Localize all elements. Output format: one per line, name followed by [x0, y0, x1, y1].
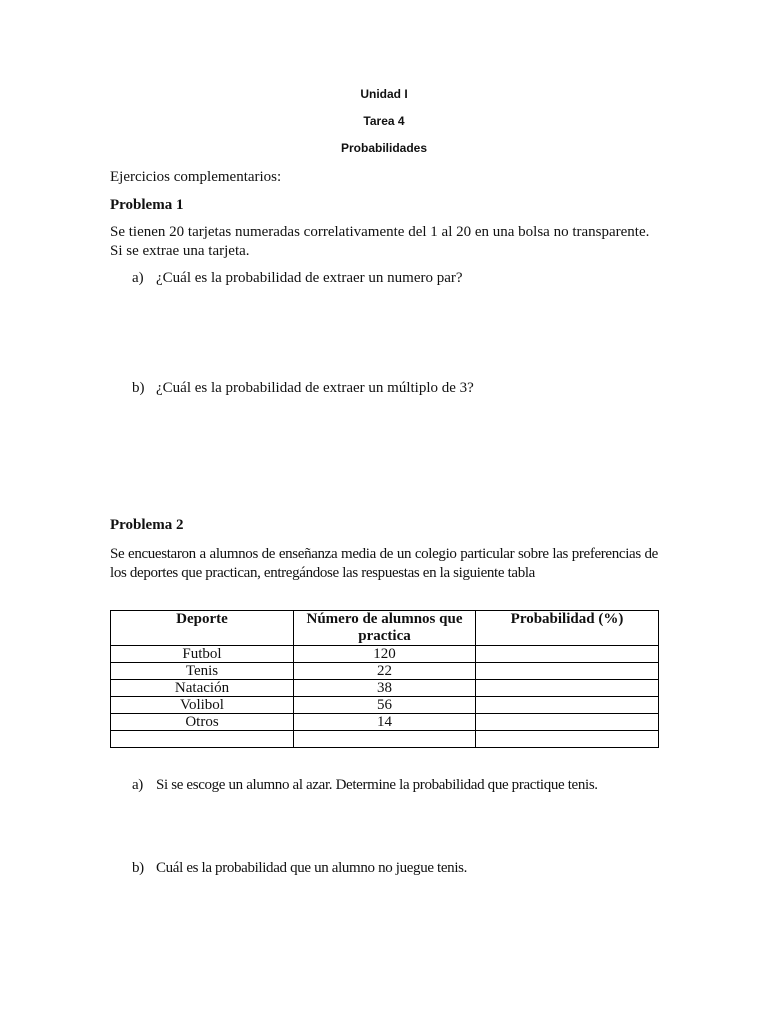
header-sport: Deporte	[111, 611, 294, 646]
question-label: a)	[132, 777, 143, 793]
cell-probability	[476, 646, 659, 663]
cell-probability	[476, 680, 659, 697]
question-label: b)	[132, 380, 145, 396]
cell-sport: Volibol	[111, 697, 294, 714]
cell-sport: Otros	[111, 714, 294, 731]
table-header-row	[111, 611, 659, 646]
table-row	[111, 663, 659, 680]
cell-count: 56	[294, 697, 476, 714]
header-student-count: Número de alumnos que practica	[294, 611, 476, 646]
question-label: b)	[132, 860, 144, 876]
cell-sport: Tenis	[111, 663, 294, 680]
question-text: ¿Cuál es la probabilidad de extraer un múltiplo de 3?	[156, 380, 474, 396]
problem2-title: Problema 2	[110, 517, 184, 533]
unit-heading: Unidad I	[360, 87, 408, 101]
table-row	[111, 680, 659, 697]
problem2-question-a	[132, 777, 598, 794]
cell-sport	[111, 731, 294, 748]
problem1-statement: Se tienen 20 tarjetas numeradas correlativamente del 1 al 20 en una bolsa no transparente. Si se extrae una tarjeta.	[110, 224, 650, 259]
sports-table	[110, 610, 659, 748]
intro-text: Ejercicios complementarios:	[110, 169, 282, 185]
cell-sport: Futbol	[111, 646, 294, 663]
problem1-question-b	[132, 380, 474, 397]
cell-count: 120	[294, 646, 476, 663]
cell-count	[294, 731, 476, 748]
question-label: a)	[132, 270, 144, 286]
topic-heading: Probabilidades	[340, 141, 428, 155]
table-row	[111, 646, 659, 663]
cell-probability	[476, 714, 659, 731]
question-text: Si se escoge un alumno al azar. Determine la probabilidad que practique tenis.	[156, 777, 598, 793]
question-text: ¿Cuál es la probabilidad de extraer un numero par?	[156, 270, 463, 286]
cell-probability	[476, 731, 659, 748]
cell-probability	[476, 697, 659, 714]
cell-count: 22	[294, 663, 476, 680]
table-row	[111, 731, 659, 748]
problem2-statement: Se encuestaron a alumnos de enseñanza media de un colegio particular sobre las preferencias de los deportes que practican, entregándose las respuestas en la siguiente tabla	[110, 546, 658, 581]
cell-count: 38	[294, 680, 476, 697]
cell-count: 14	[294, 714, 476, 731]
cell-sport: Natación	[111, 680, 294, 697]
table-row	[111, 697, 659, 714]
problem2-question-b	[132, 860, 467, 877]
table-row	[111, 714, 659, 731]
question-text: Cuál es la probabilidad que un alumno no juegue tenis.	[156, 860, 468, 876]
problem1-question-a	[132, 270, 463, 287]
problem1-title: Problema 1	[110, 197, 184, 213]
task-heading: Tarea 4	[363, 114, 405, 128]
header-probability: Probabilidad (%)	[476, 611, 659, 646]
cell-probability	[476, 663, 659, 680]
